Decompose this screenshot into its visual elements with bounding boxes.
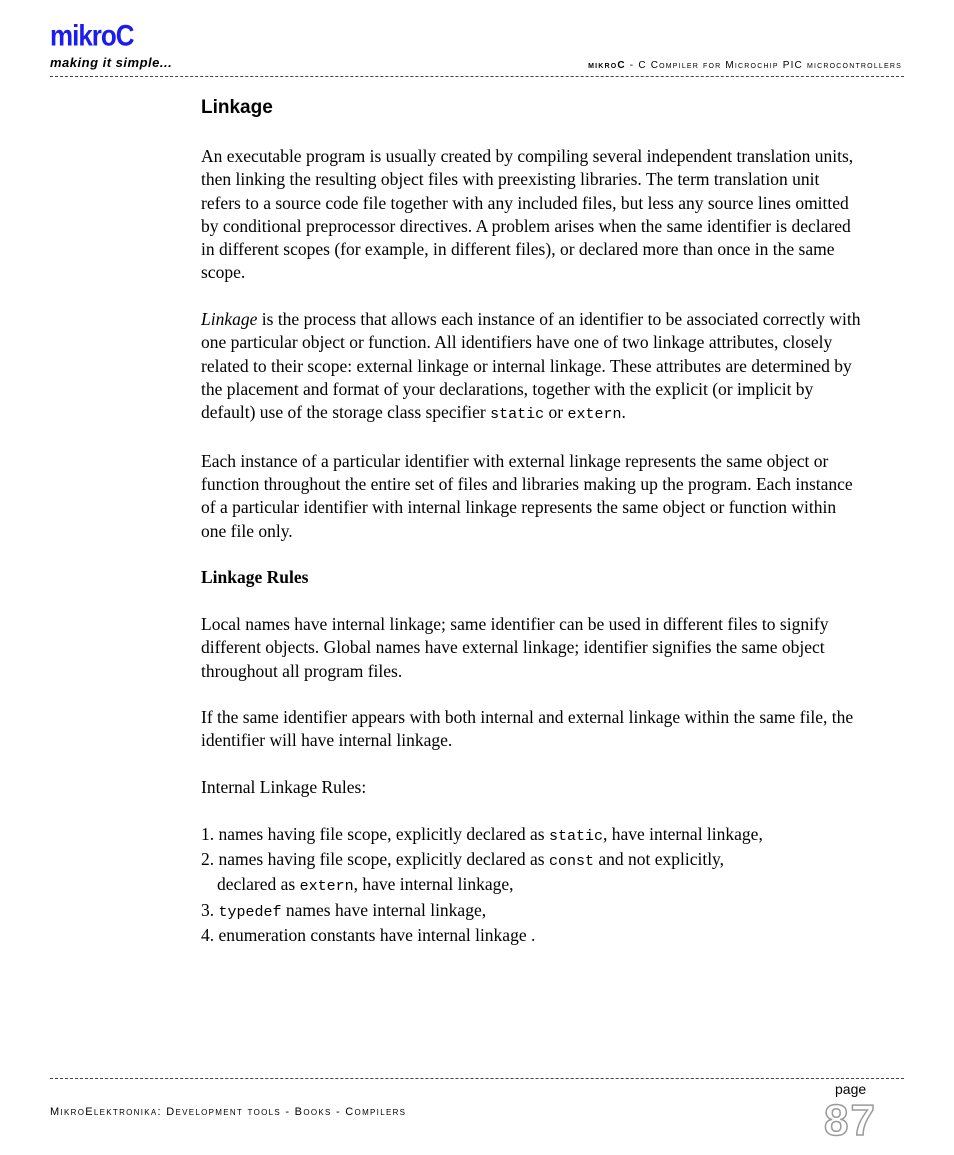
list-text: declared as <box>217 874 300 895</box>
code-const: const <box>548 852 594 870</box>
paragraph-4: Local names have internal linkage; same identifier can be used in different files to signify different objects. Global names have external linkage; identifier signifies the same object throughout all program files. <box>201 613 829 681</box>
footer-text: MikroElektronika: Development tools - Books - Compilers <box>50 1106 407 1118</box>
paragraph-5: If the same identifier appears with both internal and external linkage within the same file, the identifier will have internal linkage. <box>201 707 854 751</box>
page-label: page <box>835 1081 867 1097</box>
section-title: Linkage <box>201 97 273 118</box>
list-text: , have internal linkage, <box>602 823 763 844</box>
header-divider <box>50 76 904 77</box>
list-text: 1. names having file scope, explicitly declared as <box>201 823 549 844</box>
list-continuation <box>201 873 861 898</box>
logo: mikroC <box>50 17 134 53</box>
tagline: making it simple... <box>50 55 173 70</box>
header-title <box>588 60 902 71</box>
list-text: and not explicitly, <box>593 848 725 869</box>
list-item <box>201 848 861 899</box>
code-static: static <box>548 827 603 845</box>
rules-list <box>201 823 861 947</box>
header-title-bold: mikroC <box>588 60 626 71</box>
list-text: 2. names having file scope, explicitly declared as <box>201 848 549 869</box>
code-extern: extern <box>299 878 354 896</box>
subhead: Linkage Rules <box>201 567 309 588</box>
header-title-rest: - C Compiler for Microchip PIC microcontrollers <box>625 60 902 71</box>
page-number: 87 <box>824 1096 877 1145</box>
code-typedef: typedef <box>218 903 282 921</box>
paragraph-3: Each instance of a particular identifier with external linkage represents the same object or function throughout the entire set of files and libraries making up the program. Each instance of a particular identifier with internal linkage represents the same object or function within one file only. <box>201 450 853 541</box>
code-static: static <box>490 406 545 424</box>
linkage-term: Linkage <box>201 309 258 330</box>
content <box>201 96 861 947</box>
footer-divider <box>50 1078 904 1079</box>
code-extern: extern <box>567 406 622 424</box>
list-text: 3. <box>201 899 219 920</box>
p2-text-a: is the process that allows each instance of an identifier to be associated correctly with one particular object or function. All identifiers have one of two linkage attributes, closely related to their scope: external linkage or internal linkage. These attributes are determined by the placement and format of your declarations, together with the explicit (or implicit by default) use of the storage class specifier <box>201 309 861 423</box>
list-item <box>201 899 861 924</box>
list-item: 4. enumeration constants have internal linkage . <box>201 924 536 945</box>
list-text: names have internal linkage, <box>281 899 487 920</box>
paragraph-2 <box>201 308 861 426</box>
paragraph-6: Internal Linkage Rules: <box>201 777 367 798</box>
p2-text-c: . <box>621 402 626 423</box>
paragraph-1: An executable program is usually created by compiling several independent translation units, then linking the resulting object files with preexisting libraries. The term translation unit refers to a source code file together with any included files, but less any source lines omitted by conditional preprocessor directives. A problem arises when the same identifier is declared in different scopes (for example, in different files), or declared more than once in the same scope. <box>201 146 854 283</box>
list-item <box>201 823 861 848</box>
list-text: , have internal linkage, <box>353 874 514 895</box>
p2-text-b: or <box>544 402 568 423</box>
